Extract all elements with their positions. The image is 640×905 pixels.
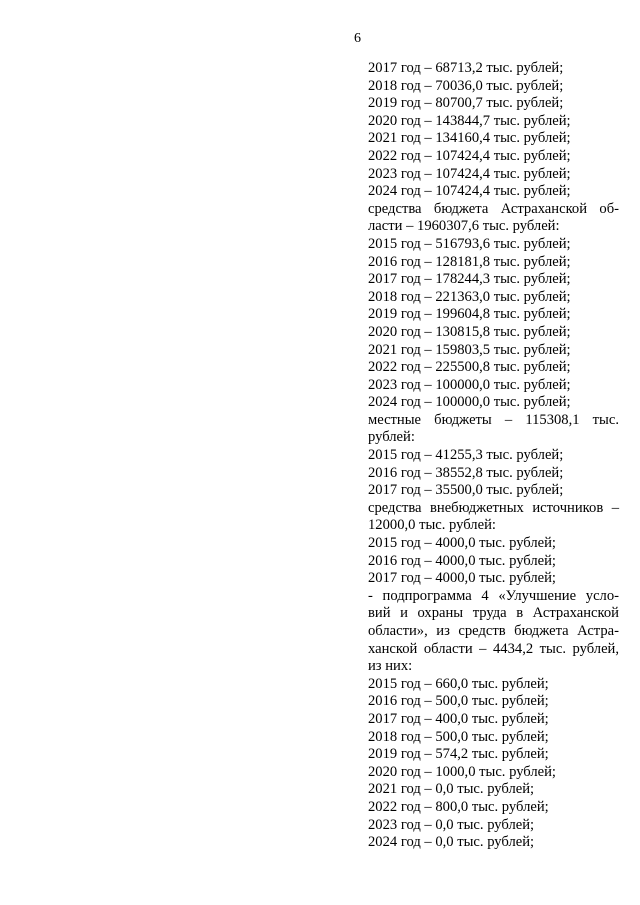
text-line: 2022 год – 225500,8 тыс. рублей; (368, 359, 571, 376)
text-line: 2022 год – 107424,4 тыс. рублей; (368, 147, 571, 164)
text-line: 2023 год – 107424,4 тыс. рублей; (368, 165, 571, 182)
text-line: 2024 год – 100000,0 тыс. рублей; (368, 394, 571, 411)
text-line: 2017 год – 178244,3 тыс. рублей; (368, 271, 571, 288)
text-line: 2020 год – 143844,7 тыс. рублей; (368, 112, 571, 129)
text-line: - подпрограмма 4 «Улучшение усло- (368, 587, 619, 604)
text-line: 2017 год – 400,0 тыс. рублей; (368, 710, 549, 727)
text-line: 2024 год – 107424,4 тыс. рублей; (368, 183, 571, 200)
text-line: 2020 год – 1000,0 тыс. рублей; (368, 763, 556, 780)
text-line: средства внебюджетных источников – (368, 499, 619, 516)
text-line: 2019 год – 574,2 тыс. рублей; (368, 746, 549, 763)
text-line: 2019 год – 199604,8 тыс. рублей; (368, 306, 571, 323)
text-line: 2015 год – 4000,0 тыс. рублей; (368, 535, 556, 552)
text-line: 2016 год – 128181,8 тыс. рублей; (368, 253, 571, 270)
text-line: 2024 год – 0,0 тыс. рублей; (368, 834, 535, 851)
text-line: 2017 год – 4000,0 тыс. рублей; (368, 570, 556, 587)
text-line: 2021 год – 0,0 тыс. рублей; (368, 781, 535, 798)
text-line: 2017 год – 35500,0 тыс. рублей; (368, 482, 564, 499)
text-line: 12000,0 тыс. рублей: (368, 517, 496, 534)
text-line: 2016 год – 38552,8 тыс. рублей; (368, 464, 564, 481)
text-line: 2018 год – 70036,0 тыс. рублей; (368, 77, 564, 94)
page-number: 6 (354, 31, 361, 46)
text-line: вий и охраны труда в Астраханской (368, 605, 619, 622)
text-line: 2023 год – 0,0 тыс. рублей; (368, 816, 535, 833)
text-line: области», из средств бюджета Астра- (368, 623, 619, 639)
text-line: средства бюджета Астраханской об- (368, 200, 619, 217)
funding-text-column (368, 60, 619, 852)
text-line: местные бюджеты – 115308,1 тыс. (368, 411, 619, 428)
text-line: 2018 год – 221363,0 тыс. рублей; (368, 288, 571, 305)
text-line: 2021 год – 134160,4 тыс. рублей; (368, 130, 571, 147)
text-line: 2018 год – 500,0 тыс. рублей; (368, 728, 549, 745)
text-line: 2016 год – 500,0 тыс. рублей; (368, 693, 549, 710)
text-line: 2022 год – 800,0 тыс. рублей; (368, 798, 549, 815)
text-line: ханской области – 4434,2 тыс. рублей, (368, 640, 619, 657)
text-line: 2020 год – 130815,8 тыс. рублей; (368, 323, 571, 340)
text-line: 2021 год – 159803,5 тыс. рублей; (368, 341, 571, 358)
text-line: 2019 год – 80700,7 тыс. рублей; (368, 95, 564, 112)
text-line: ласти – 1960307,6 тыс. рублей: (368, 218, 560, 235)
text-line: 2017 год – 68713,2 тыс. рублей; (368, 60, 564, 76)
text-line: из них: (368, 658, 413, 675)
text-line: 2015 год – 660,0 тыс. рублей; (368, 675, 549, 692)
text-line: 2016 год – 4000,0 тыс. рублей; (368, 552, 556, 569)
text-line: 2015 год – 516793,6 тыс. рублей; (368, 235, 571, 252)
text-line: 2023 год – 100000,0 тыс. рублей; (368, 376, 571, 393)
text-line: 2015 год – 41255,3 тыс. рублей; (368, 447, 564, 464)
text-line: рублей: (368, 429, 415, 446)
